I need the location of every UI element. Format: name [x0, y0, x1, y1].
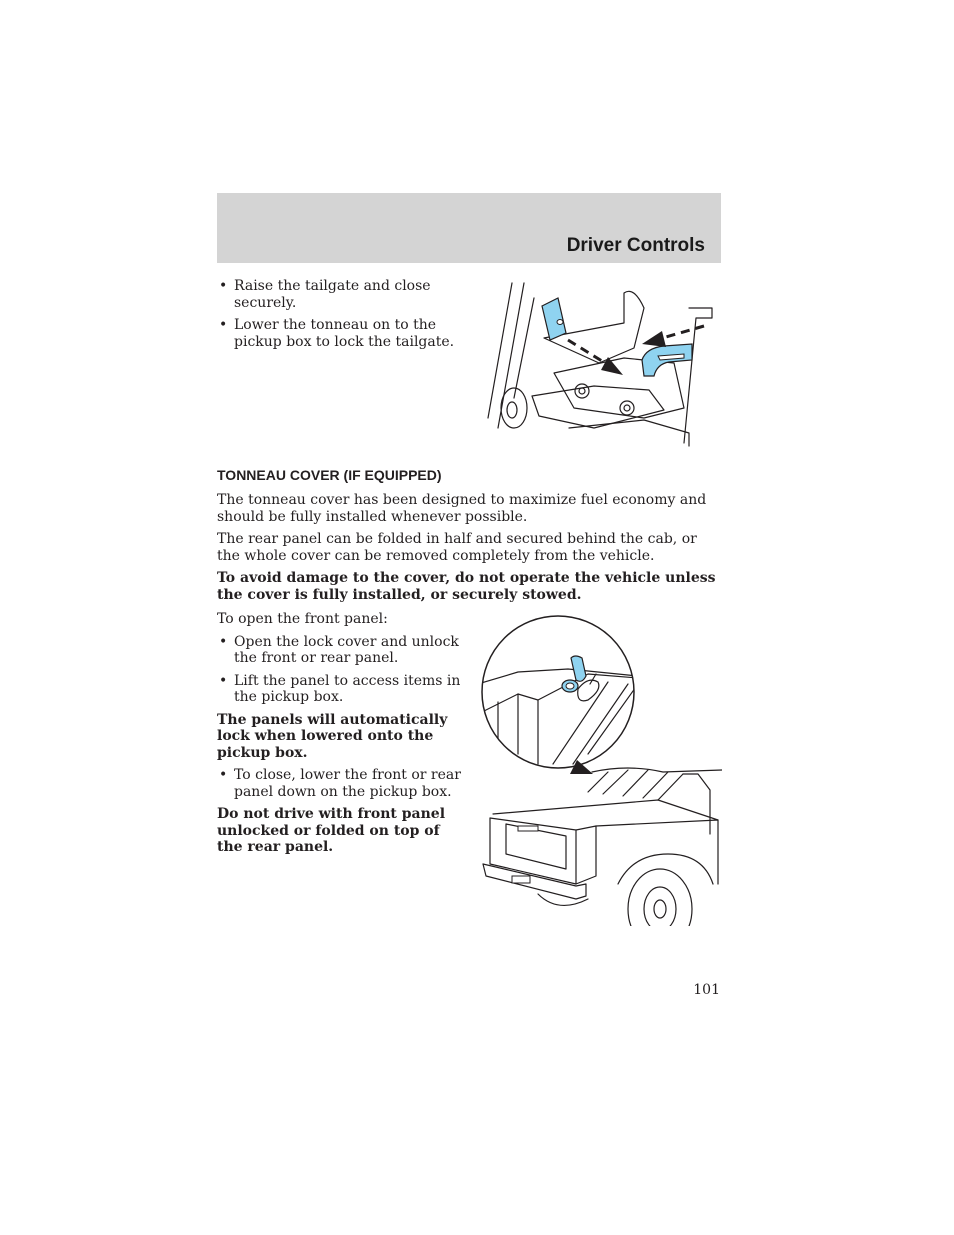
note-text: The panels will automatically lock when lowered onto the pickup box.: [217, 711, 448, 761]
paragraph: To open the front panel:: [217, 611, 388, 627]
open-panel-column: [217, 611, 467, 862]
list-item: • To close, lower the front or rear panel down on the pickup box.: [217, 767, 467, 800]
tonneau-section: [217, 467, 721, 609]
open-steps-list: [217, 634, 467, 706]
list-item: • Lift the panel to access items in the pickup box.: [217, 673, 467, 706]
tonneau-cover-truck-illustration: [478, 614, 722, 926]
page-number: 101: [693, 982, 720, 998]
paragraph: The rear panel can be folded in half and secured behind the cab, or the whole cover can be removed completely from the vehicle.: [217, 531, 697, 564]
close-steps-list: [217, 767, 467, 800]
list-item: • Open the lock cover and unlock the front or rear panel.: [217, 634, 467, 667]
tailgate-latch-illustration: [484, 278, 722, 448]
list-item: • Raise the tailgate and close securely.: [217, 278, 457, 311]
warning-text: To avoid damage to the cover, do not operate the vehicle unless the cover is fully installed, or securely stowed.: [217, 570, 716, 603]
header-band: [217, 193, 721, 263]
section-heading: TONNEAU COVER (IF EQUIPPED): [217, 467, 442, 483]
warning-text: Do not drive with front panel unlocked or folded on top of the rear panel.: [217, 806, 446, 855]
section-title: Driver Controls: [566, 235, 705, 256]
list-item: • Lower the tonneau on to the pickup box to lock the tailgate.: [217, 317, 457, 350]
paragraph: The tonneau cover has been designed to maximize fuel economy and should be fully installed whenever possible.: [217, 492, 707, 525]
tailgate-bullet-list: [217, 278, 457, 356]
